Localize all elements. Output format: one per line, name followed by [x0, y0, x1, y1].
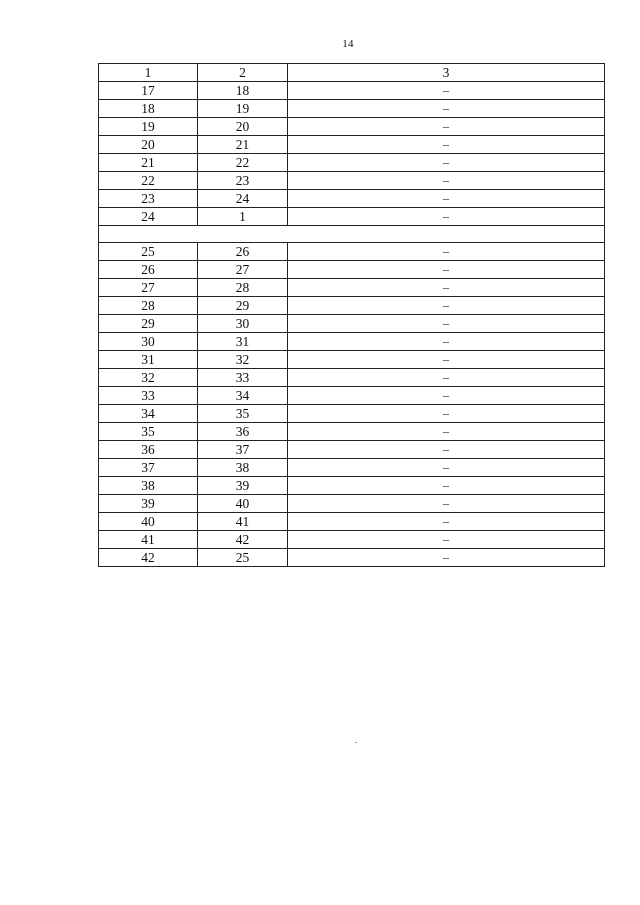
table-cell-col-1: 17 — [99, 82, 198, 100]
table-cell-col-3: – — [288, 261, 605, 279]
table-row — [99, 82, 605, 100]
table-cell-col-1: 31 — [99, 351, 198, 369]
table-cell-col-2: 36 — [198, 423, 288, 441]
scan-speck — [355, 742, 357, 743]
table-cell-col-2: 35 — [198, 405, 288, 423]
table-cell-col-2: 37 — [198, 441, 288, 459]
table-row — [99, 172, 605, 190]
table-row — [99, 441, 605, 459]
table-cell-col-1: 20 — [99, 136, 198, 154]
table-cell-col-3: – — [288, 531, 605, 549]
column-header-1: 1 — [99, 64, 198, 82]
table-cell-col-1: 18 — [99, 100, 198, 118]
table-cell-col-3: – — [288, 136, 605, 154]
table-cell-col-1: 40 — [99, 513, 198, 531]
table-cell-col-1: 39 — [99, 495, 198, 513]
table-cell-col-2: 18 — [198, 82, 288, 100]
table-cell-col-1: 35 — [99, 423, 198, 441]
table-cell-col-1: 37 — [99, 459, 198, 477]
table-cell-col-1: 25 — [99, 243, 198, 261]
table-cell-col-1: 41 — [99, 531, 198, 549]
table-cell-col-3: – — [288, 297, 605, 315]
table-cell-col-3: – — [288, 459, 605, 477]
table-cell-col-1: 30 — [99, 333, 198, 351]
table-cell-col-2: 30 — [198, 315, 288, 333]
table-cell-col-2: 22 — [198, 154, 288, 172]
table-cell-col-2: 38 — [198, 459, 288, 477]
table-cell-col-1: 32 — [99, 369, 198, 387]
table-row — [99, 243, 605, 261]
table-cell-col-3: – — [288, 549, 605, 567]
table-cell-col-2: 34 — [198, 387, 288, 405]
table-cell-col-1: 26 — [99, 261, 198, 279]
table-cell-col-3: – — [288, 243, 605, 261]
table-row — [99, 405, 605, 423]
table-cell-col-2: 40 — [198, 495, 288, 513]
table-row — [99, 136, 605, 154]
table-row — [99, 208, 605, 226]
table-cell-col-1: 28 — [99, 297, 198, 315]
table-row — [99, 190, 605, 208]
table-row — [99, 531, 605, 549]
separator-cell — [99, 226, 605, 243]
table-cell-col-3: – — [288, 351, 605, 369]
table-row — [99, 315, 605, 333]
table-cell-col-3: – — [288, 405, 605, 423]
table-cell-col-3: – — [288, 154, 605, 172]
data-table — [98, 63, 605, 567]
table-cell-col-2: 29 — [198, 297, 288, 315]
data-table-container — [98, 63, 604, 567]
table-row — [99, 513, 605, 531]
table-row — [99, 495, 605, 513]
table-cell-col-1: 23 — [99, 190, 198, 208]
table-row — [99, 423, 605, 441]
table-cell-col-1: 19 — [99, 118, 198, 136]
table-cell-col-1: 27 — [99, 279, 198, 297]
table-cell-col-1: 34 — [99, 405, 198, 423]
table-row — [99, 387, 605, 405]
table-row — [99, 477, 605, 495]
table-cell-col-3: – — [288, 441, 605, 459]
table-cell-col-3: – — [288, 279, 605, 297]
table-cell-col-2: 28 — [198, 279, 288, 297]
table-cell-col-2: 19 — [198, 100, 288, 118]
table-cell-col-1: 22 — [99, 172, 198, 190]
column-header-3: 3 — [288, 64, 605, 82]
table-header-row — [99, 64, 605, 82]
table-row — [99, 118, 605, 136]
table-cell-col-2: 32 — [198, 351, 288, 369]
table-cell-col-3: – — [288, 333, 605, 351]
table-cell-col-3: – — [288, 495, 605, 513]
table-cell-col-3: – — [288, 369, 605, 387]
table-cell-col-3: – — [288, 423, 605, 441]
table-cell-col-3: – — [288, 387, 605, 405]
table-row — [99, 333, 605, 351]
table-cell-col-3: – — [288, 82, 605, 100]
table-row — [99, 297, 605, 315]
table-cell-col-2: 39 — [198, 477, 288, 495]
table-cell-col-2: 1 — [198, 208, 288, 226]
table-cell-col-3: – — [288, 190, 605, 208]
table-cell-col-2: 25 — [198, 549, 288, 567]
table-cell-col-3: – — [288, 118, 605, 136]
table-cell-col-1: 38 — [99, 477, 198, 495]
table-row — [99, 154, 605, 172]
table-cell-col-3: – — [288, 477, 605, 495]
table-group-separator — [99, 226, 605, 243]
table-cell-col-1: 33 — [99, 387, 198, 405]
table-cell-col-2: 42 — [198, 531, 288, 549]
table-cell-col-3: – — [288, 208, 605, 226]
table-cell-col-2: 24 — [198, 190, 288, 208]
table-cell-col-2: 41 — [198, 513, 288, 531]
table-cell-col-2: 27 — [198, 261, 288, 279]
table-cell-col-1: 24 — [99, 208, 198, 226]
table-cell-col-3: – — [288, 100, 605, 118]
table-row — [99, 351, 605, 369]
table-cell-col-1: 21 — [99, 154, 198, 172]
table-cell-col-3: – — [288, 172, 605, 190]
table-body — [99, 64, 605, 567]
table-row — [99, 459, 605, 477]
table-cell-col-2: 23 — [198, 172, 288, 190]
table-cell-col-3: – — [288, 513, 605, 531]
table-cell-col-3: – — [288, 315, 605, 333]
table-cell-col-2: 31 — [198, 333, 288, 351]
table-cell-col-2: 21 — [198, 136, 288, 154]
table-cell-col-1: 42 — [99, 549, 198, 567]
table-row — [99, 549, 605, 567]
table-cell-col-2: 20 — [198, 118, 288, 136]
column-header-2: 2 — [198, 64, 288, 82]
page-number: 14 — [342, 38, 354, 50]
table-row — [99, 261, 605, 279]
table-row — [99, 369, 605, 387]
table-row — [99, 279, 605, 297]
table-cell-col-2: 33 — [198, 369, 288, 387]
table-cell-col-1: 29 — [99, 315, 198, 333]
table-row — [99, 100, 605, 118]
table-cell-col-2: 26 — [198, 243, 288, 261]
table-cell-col-1: 36 — [99, 441, 198, 459]
